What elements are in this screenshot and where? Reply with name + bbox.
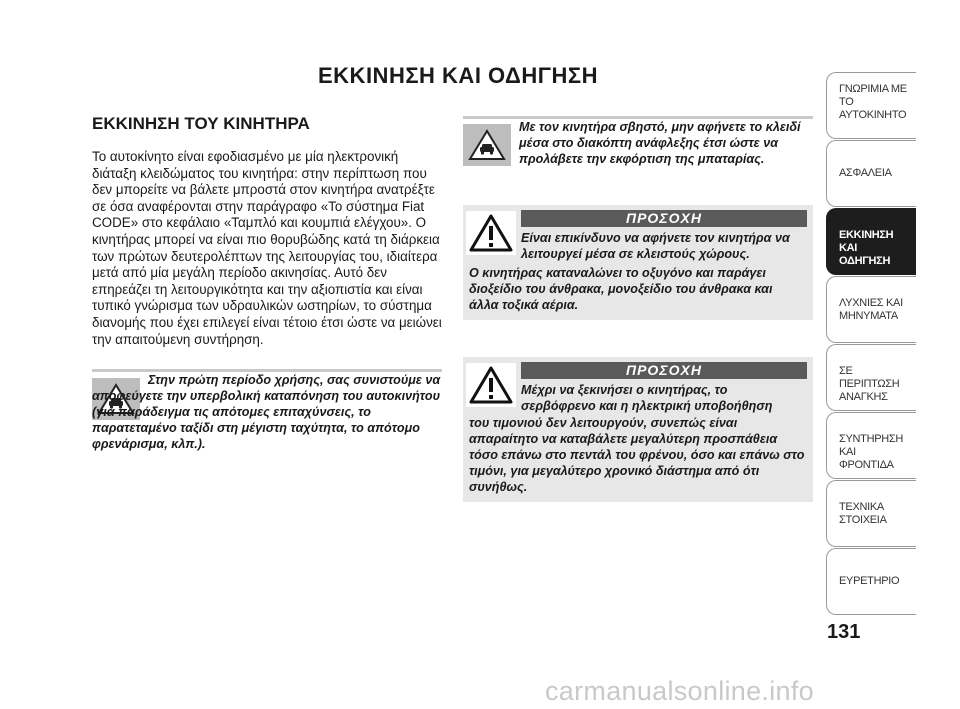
tab-safety[interactable] [826,140,916,207]
warning-box-1 [463,205,813,320]
warning-text-first-1: Είναι επικίνδυνο να αφήνετε τον κινητήρα να λειτουργεί μέσα σε κλειστούς χώρους. [521,231,790,261]
page-number: 131 [827,621,861,643]
tab-lights-messages[interactable] [826,276,916,343]
tab-label: ΤΕΧΝΙΚΑ ΣΤΟΙΧΕΙΑ [839,501,887,526]
section-heading: ΕΚΚΙΝΗΣΗ ΤΟΥ ΚΙΝΗΤΗΡΑ [92,114,310,133]
warning-triangle-icon [466,363,516,407]
warning-label-1: ΠΡΟΣΟΧΗ [521,210,807,227]
watermark: carmanualsonline.info [545,676,814,706]
note-left [92,372,442,462]
tab-index[interactable] [826,548,916,615]
tab-maintenance[interactable] [826,412,916,479]
tab-label: ΛΥΧΝΙΕΣ ΚΑΙ ΜΗΝΥΜΑΤΑ [839,297,903,322]
tab-label: ΓΝΩΡΙΜΙΑ ΜΕ ΤΟ ΑΥΤΟΚΙΝΗΤΟ [839,83,907,121]
note-right [463,119,813,174]
tab-label: ΑΣΦΑΛΕΙΑ [839,167,892,179]
warning-text-rest-1: Ο κινητήρας καταναλώνει το οξυγόνο και παράγει διοξείδιο του άνθρακα, μονοξείδιο του άνθρακα και άλλα τοξικά αέρια. [469,266,773,312]
body-paragraph: Το αυτοκίνητο είναι εφοδιασμένο με μία ηλεκτρονική διάταξη κλειδώματος του κινητήρα: στην περίπτωση που δεν μπορείτε να βάλετε μπροστά στον κινητήρα ανατρέξτε σε όσα αναφέρονται στην παράγραφο «Το σύστημα Fiat CODE» στο κεφάλαιο «Ταμπλό και κουμπιά ελέγχου». Ο κινητήρας μπορεί να είναι πιο θορυβώδης κατά τη διάρκεια των πρώτων δευτερολέπτων της λειτουργίας του, ιδιαίτερα μετά από μία μεγάλη περίοδο ακινησίας. Αυτό δεν επηρεάζει τη λειτουργικότητα και την αξιοπιστία και είναι τυπικό γνώρισμα των υδραυλικών ωστηρίων, το σύστημα διανομής που έχει επιλεγεί είναι τέτοιο έτσι ώστε να μειώνει την απαιτούμενη συντήρηση. [92,149,442,347]
tab-emergency[interactable] [826,344,916,411]
warning-text-first-2: Μέχρι να ξεκινήσει ο κινητήρας, το σερβόφρενο και η ηλεκτρική υποβοήθηση [521,383,773,413]
warning-label-2: ΠΡΟΣΟΧΗ [521,362,807,379]
warning-triangle-icon [466,211,516,255]
warning-text-rest-2: του τιμονιού δεν λειτουργούν, συνεπώς είναι απαραίτητο να καταβάλετε μεγαλύτερη προσπάθεια τόσο επάνω στο πεντάλ του φρένου, όσο και επάνω στο τιμόνι, για μεγαλύτερο χρονικό διάστημα από ότι συνήθως. [469,416,805,494]
tab-getting-to-know[interactable] [826,72,916,139]
chapter-tabs [826,72,918,617]
tab-technical-data[interactable] [826,480,916,547]
tab-label: ΣΥΝΤΗΡΗΣΗ ΚΑΙ ΦΡΟΝΤΙΔΑ [839,433,904,471]
warning-box-2 [463,357,813,502]
tab-label: ΣΕ ΠΕΡΙΠΤΩΣΗ ΑΝΑΓΚΗΣ [839,365,900,403]
tab-starting-driving[interactable] [826,208,916,275]
page-title: ΕΚΚΙΝΗΣΗ ΚΑΙ ΟΔΗΓΗΣΗ [318,63,598,88]
note-text-left: Στην πρώτη περίοδο χρήσης, σας συνιστούμε να αποφεύγετε την υπερβολική καταπόνηση του αυτοκινήτου (για παράδειγμα τις απότομες επιταχύνσεις, το παρατεταμένο ταξίδι στη μέγιστη ταχύτητα, το απότομο φρενάρισμα, κλπ.). [92,373,441,451]
tab-label: ΕΥΡΕΤΗΡΙΟ [839,575,900,587]
car-on-road-icon [463,124,511,166]
note-text-right: Με τον κινητήρα σβηστό, μην αφήνετε το κλειδί μέσα στο διακόπτη ανάφλεξης έτσι ώστε να προλάβετε την εκφόρτιση της μπαταρίας. [519,120,801,166]
tab-label: ΕΚΚΙΝΗΣΗ ΚΑΙ ΟΔΗΓΗΣΗ [839,229,894,267]
